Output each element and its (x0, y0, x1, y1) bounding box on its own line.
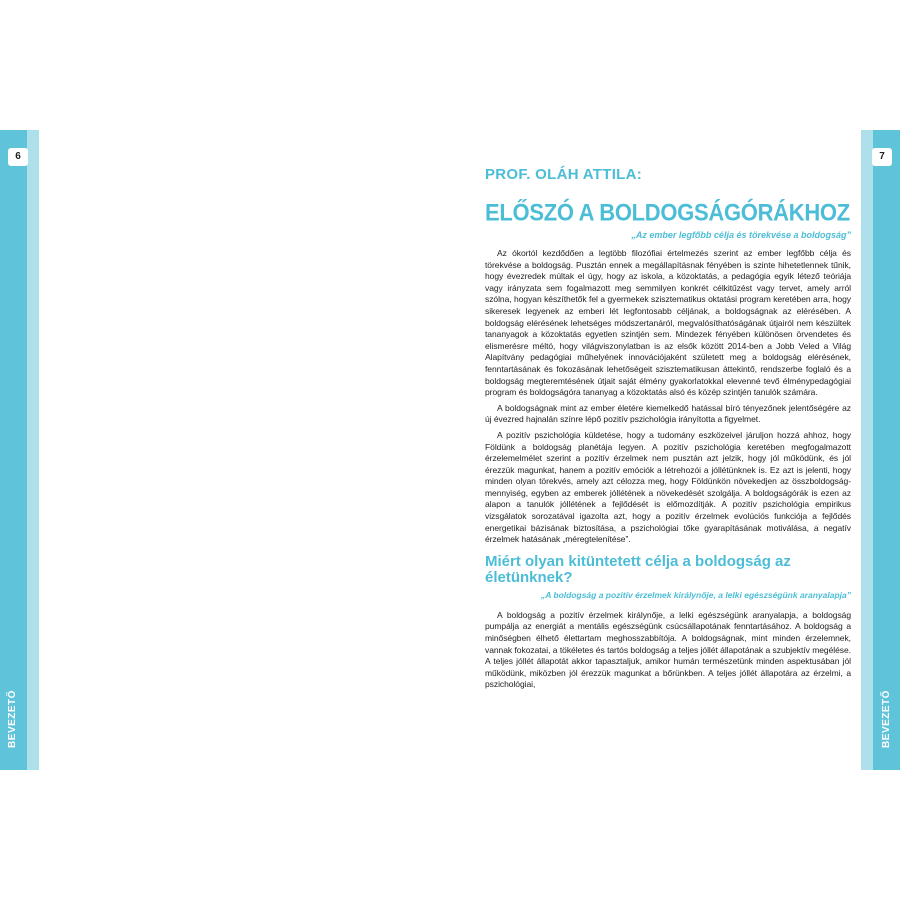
paragraph: A boldogság a pozitív érzelmek királynője, a lelki egészségünk aranyalapja, a boldogság pumpálja az energiát a mentális egészségünk csúcsállapotának fenntartásához. A boldogság a minőségben élhető élettartam meghosszabbítója. A boldogságnak, mint minden érzelemnek, vannak fokozatai, a tökéletes és tartós boldogság a teljes jóllét állapotának a szubjektív megélése. A teljes jóllét állapotát akkor tapasztaljuk, amikor humán természetünk minden aspektusában jól működünk, miközben jól érezzük magunkat a bőrünkben. A teljes jóllét állapotára az érzelmi, a pszichológiai, (485, 609, 851, 690)
article-title: ELŐSZÓ A BOLDOGSÁGÓRÁKHOZ (485, 198, 850, 226)
paragraph: A boldogságnak mint az ember életére kiemelkedő hatással bíró tényezőnek jelentőségére az új évezred hajnalán színre lépő pozitív pszichológia irányította a figyelmet. (485, 402, 851, 425)
section-heading: Miért olyan kitüntetett célja a boldogság az életünknek? (485, 552, 791, 586)
left-section-label: BEVEZETŐ (7, 690, 18, 748)
article-motto: „Az ember legfőbb célja és törekvése a boldogság” (631, 230, 851, 240)
article-author: PROF. OLÁH ATTILA: (485, 166, 643, 183)
paragraph: Az ókortól kezdődően a legtöbb filozófiai értelmezés szerint az ember legfőbb célja és törekvése a boldogság. Pusztán ennek a megállapításnak fényében is szinte hihetetlennek tűnik, hogy évezredek múltak el úgy, hogy az iskola, a közoktatás, a pedagógia egyik létező teóriája vagy irányzata sem fogalmazott meg semmilyen konkrét célkitűzést vagy tervet, amely arról szólna, hogyan készíthetők fel a gyermekek szisztematikus oktatási program keretében arra, hogy sikeresek legyenek az emberi lét legfontosabb céljának, a boldogságnak az elérésében. A boldogság elérésének lehetséges módszertanáról, megvalósíthatóságának útjairól nem készültek tananyagok a közoktatás egyetlen szintjén sem. Mindezek fényében különösen örvendetes és elismerésre méltó, hogy világviszonylatban is az elsők között 2014-ben a Jobb Veled a Világ Alapítvány pedagógiai műhelyének innovációjaként született meg a boldogság elérésének, fenntartásának és fokozásának lehetőségeit szisztematikusan áttekintő, rendszerbe foglaló és a boldogság megteremtésének útjait saját élmény gyakorlatokkal elevenné tevő élménypedagógiai program és boldogságóra tananyag a közoktatás alsó és közép szintjén tanulók számára. (485, 248, 851, 398)
right-page-number: 7 (872, 148, 892, 166)
section-motto: „A boldogság a pozitív érzelmek királynője, a lelki egészségünk aranyalapja” (540, 589, 851, 600)
article-body (485, 166, 851, 695)
paragraph: A pozitív pszichológia küldetése, hogy a tudomány eszközeivel járuljon hozzá ahhoz, hogy Földünk a boldogság planétája legyen. A pozitív pszichológia keretében megfogalmazott érzelemelmélet szerint a pozitív érzelmek nem pusztán azt jelzik, hogy jól működünk, és jól érezzük magunkat, hanem a pozitív emóciók a létrehozói a jóllétünknek is. Ez azt is jelenti, hogy minden olyan törekvés, amely azt célozza meg, hogy Földünkön növekedjen az összboldogság-mennyiség, egyben az emberek jóllétének a növekedését szolgálja. A boldogságórák is ezen az alapon a tanulók jóllétének a fejlődését is előmozdítják. A pozitív pszichológia empirikus vizsgálatok sorozatával igazolta azt, hogy a pozitív érzelmek evolúciós funkciója a fejlődés energetikai bázisának biztosítása, a pszichológiai tőke gyarapításának motiválása, a negatív érzelmek hatásának „méregtelenítése”. (485, 429, 851, 545)
right-page-tab (873, 130, 900, 770)
right-page-stripe (861, 130, 873, 770)
right-section-label: BEVEZETŐ (881, 690, 892, 748)
left-page-number: 6 (8, 148, 28, 166)
left-page-stripe (27, 130, 39, 770)
left-page-tab (0, 130, 27, 770)
